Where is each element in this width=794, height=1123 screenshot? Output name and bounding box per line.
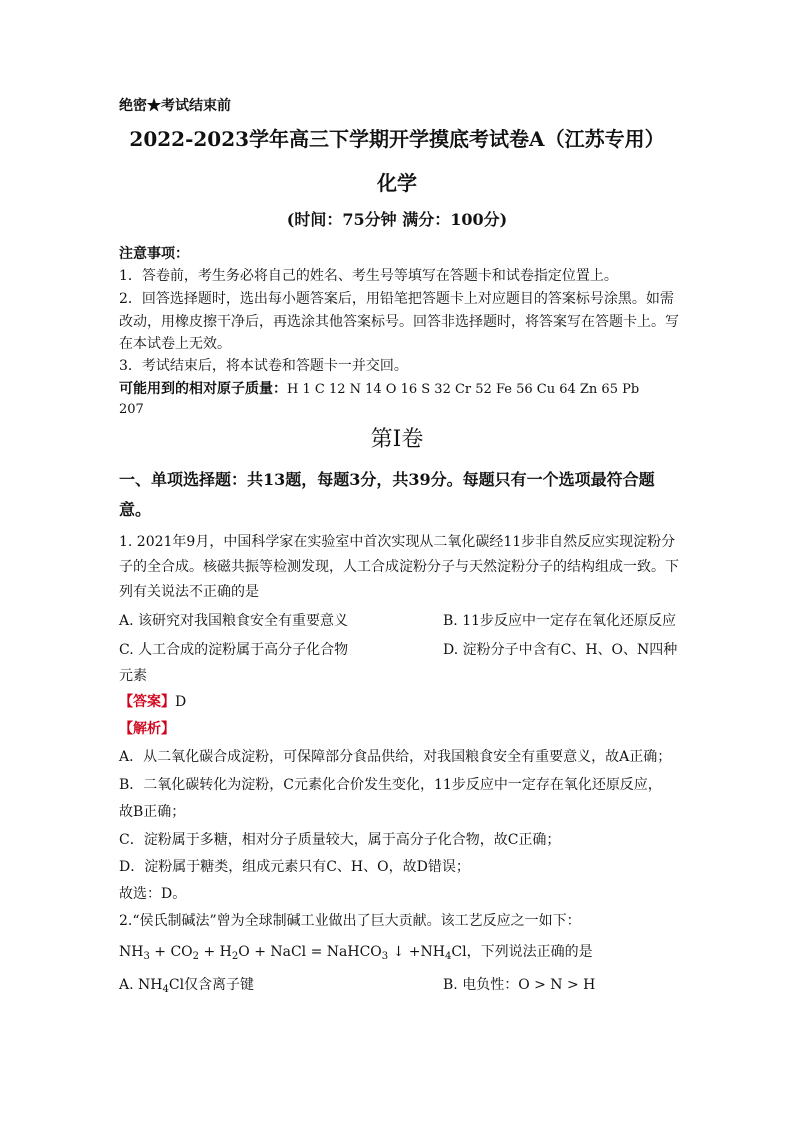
note-line-5: 3．考试结束后，将本试卷和答题卡一并交回。 [119, 358, 408, 374]
eq-part: NH [119, 944, 144, 960]
option-a-rest: Cl仅含离子键 [168, 977, 255, 993]
time-info: (时间：75分钟 满分：100分) [286, 210, 508, 229]
q1-answer [119, 692, 186, 712]
exam-title: 2022-2023学年高三下学期开学摸底考试卷A（江苏专用） [129, 127, 665, 151]
q1-stem-line-3: 列有关说法不正确的是 [119, 584, 259, 600]
eq-part: + H [199, 944, 232, 960]
q1-option-a: A. 该研究对我国粮食安全有重要意义 [119, 613, 349, 629]
eq-part: ↓ +NH [388, 944, 445, 960]
atomic-mass-values: H 1 C 12 N 14 O 16 S 32 Cr 52 Fe 56 Cu 64 Zn 65 Pb [287, 382, 640, 397]
q1-option-b: B. 11步反应中一定存在氧化还原反应 [443, 613, 677, 629]
eq-part: Cl [451, 944, 467, 960]
q2-stem: 2.“侯氏制碱法”曾为全球制碱工业做出了巨大贡献。该工艺反应之一如下： [119, 913, 581, 929]
eq-sub: 3 [143, 951, 150, 962]
q1-analysis-line-4: C．淀粉属于多糖，相对分子质量较大，属于高分子化合物，故C正确； [119, 832, 561, 848]
note-line-4: 在本试卷上无效。 [119, 336, 231, 352]
atomic-mass-line [119, 379, 639, 400]
answer-label: 【答案】 [119, 694, 175, 710]
note-line-3: 改动，用橡皮擦干净后，再选涂其他答案标号。回答非选择题时，将答案写在答题卡上。写 [119, 314, 679, 330]
eq-sub: 2 [192, 951, 200, 962]
option-a-sub: 4 [162, 984, 169, 995]
confidential-mark: 绝密★考试结束前 [119, 98, 231, 114]
notes-heading: 注意事项： [119, 246, 189, 262]
q1-stem-line-2: 子的全合成。核磁共振等检测发现，人工合成淀粉分子与天然淀粉分子的结构组成一致。下 [119, 559, 679, 575]
q1-option-d-continued: 元素 [119, 668, 147, 684]
q2-option-a [119, 975, 254, 995]
note-line-1: 1．答卷前，考生务必将自己的姓名、考生号等填写在答题卡和试卷指定位置上。 [119, 268, 618, 284]
eq-tail: ，下列说法正确的是 [466, 944, 593, 960]
eq-part: + CO [149, 944, 193, 960]
q1-analysis-label: 【解析】 [119, 721, 175, 737]
atomic-mass-overflow: 207 [119, 402, 144, 417]
q1-analysis-line-1: A．从二氧化碳合成淀粉，可保障部分食品供给，对我国粮食安全有重要意义，故A正确； [119, 749, 672, 765]
note-line-2: 2．回答选择题时，选出每小题答案后，用铅笔把答题卡上对应题目的答案标号涂黑。如需 [119, 291, 674, 307]
eq-part: O + NaCl = NaHCO [238, 944, 382, 960]
q1-option-d: D. 淀粉分子中含有C、H、O、N四种 [443, 642, 678, 658]
q1-analysis-line-2: B．二氧化碳转化为淀粉，C元素化合价发生变化，11步反应中一定存在氧化还原反应， [119, 777, 662, 793]
q2-option-b: B. 电负性：O > N > H [443, 977, 596, 993]
option-a-prefix: A. NH [119, 977, 163, 993]
q1-analysis-line-6: 故选：D。 [119, 886, 187, 902]
q1-analysis-line-5: D．淀粉属于糖类，组成元素只有C、H、O，故D错误； [119, 859, 470, 875]
eq-sub: 3 [381, 951, 389, 962]
eq-sub: 2 [231, 951, 239, 962]
volume-title: 第Ⅰ卷 [370, 427, 424, 452]
answer-value: D [175, 694, 187, 710]
section-heading-line-1: 一、单项选择题：共13题，每题3分，共39分。每题只有一个选项最符合题 [119, 470, 655, 489]
q1-analysis-line-3: 故B正确； [119, 804, 186, 820]
atomic-mass-label: 可能用到的相对原子质量： [119, 381, 287, 397]
section-heading-line-2: 意。 [119, 500, 152, 519]
q1-option-c: C. 人工合成的淀粉属于高分子化合物 [119, 642, 349, 658]
eq-sub: 4 [445, 951, 452, 962]
q1-stem-line-1: 1. 2021年9月，中国科学家在实验室中首次实现从二氧化碳经11步非自然反应实现淀粉分 [119, 534, 676, 550]
subject-title: 化学 [377, 171, 417, 195]
q2-equation [119, 942, 593, 962]
